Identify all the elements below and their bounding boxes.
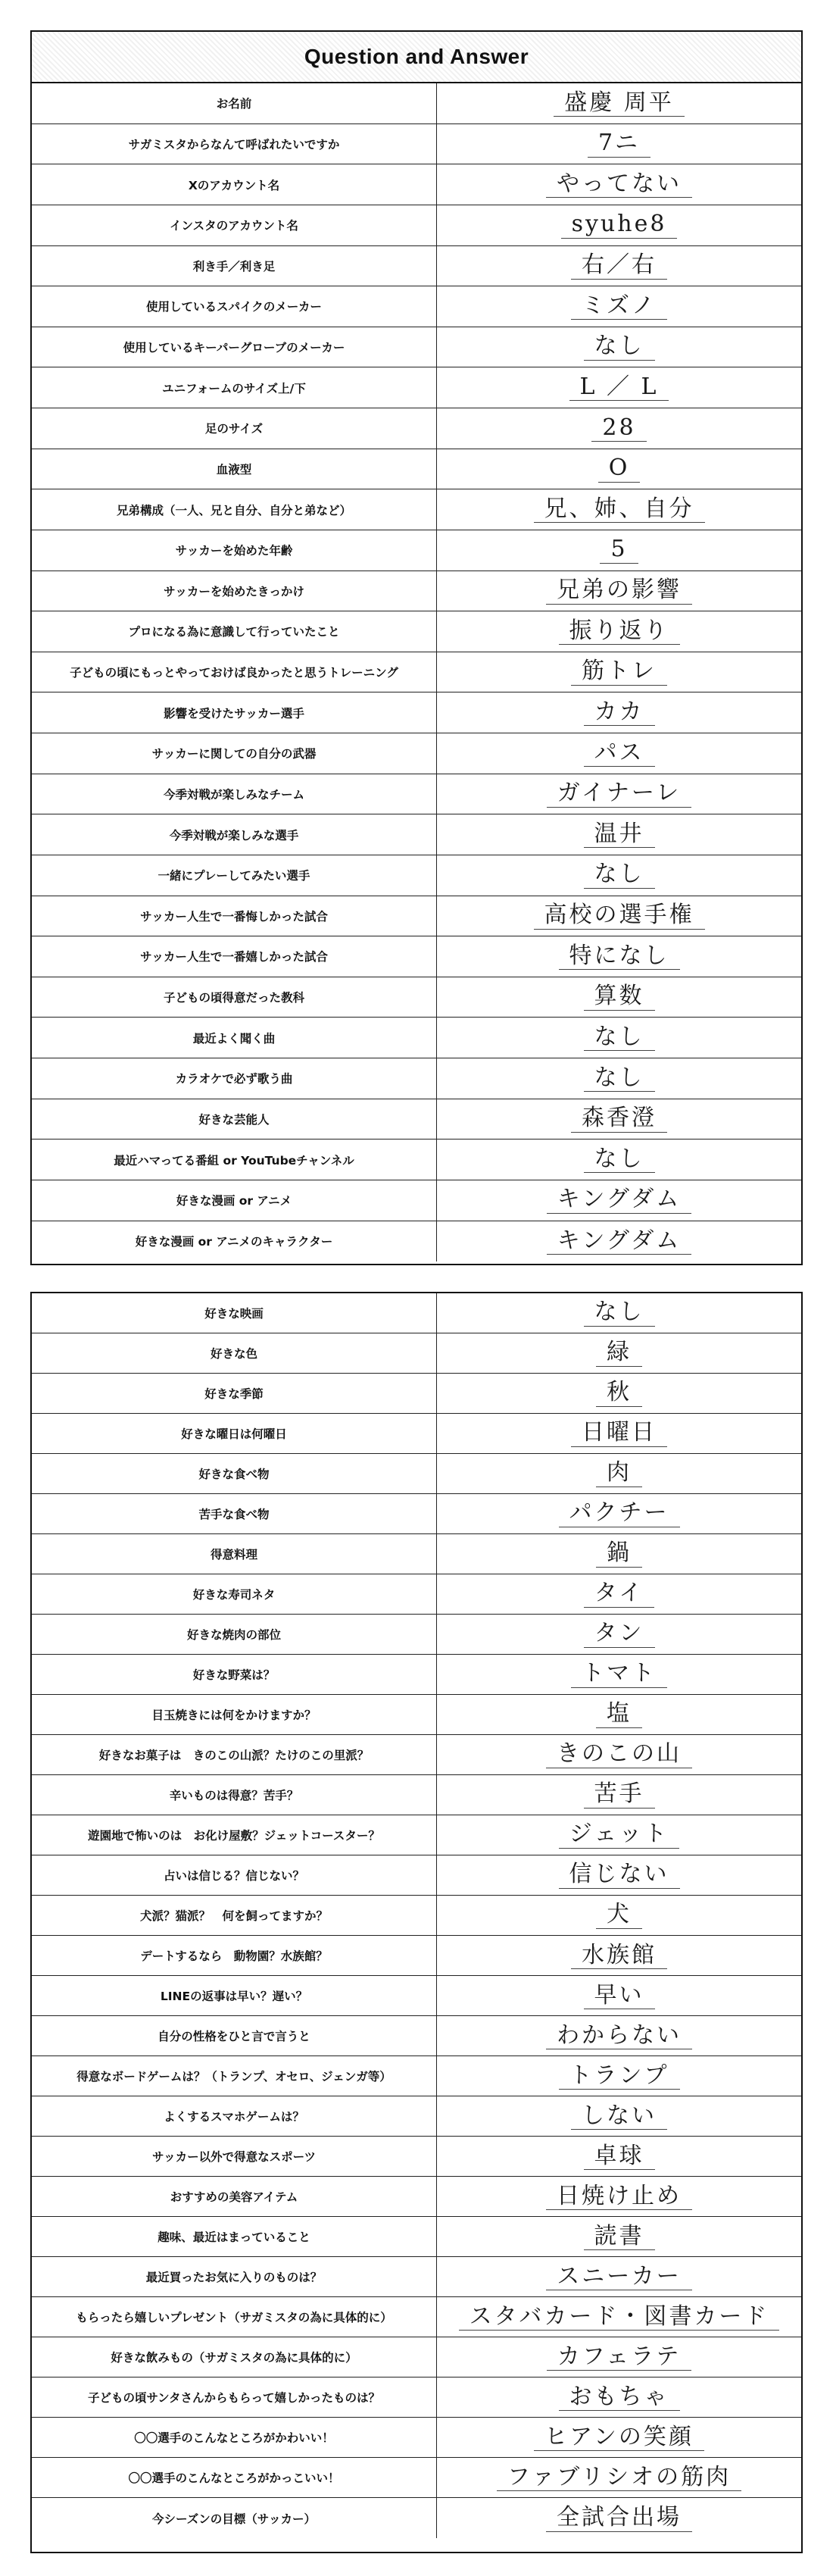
question-label: 遊園地で怖いのは お化け屋敷？ジェットコースター？ <box>32 1815 437 1855</box>
handwritten-answer: タン <box>584 1621 655 1648</box>
qa-row <box>32 692 801 733</box>
handwritten-answer: 温井 <box>584 821 655 849</box>
qa-row <box>32 1293 801 1333</box>
handwritten-answer: パクチー <box>559 1500 680 1527</box>
question-label: 自分の性格をひと言で言うと <box>32 2016 437 2055</box>
handwritten-answer: トマト <box>571 1661 667 1688</box>
answer-cell <box>437 2297 801 2337</box>
answer-cell <box>437 530 801 571</box>
qa-row <box>32 1615 801 1655</box>
question-label: 好きな漫画 or アニメ <box>32 1180 437 1221</box>
answer-cell <box>437 1655 801 1694</box>
qa-table-2 <box>32 1293 801 2538</box>
handwritten-answer: 筋トレ <box>571 658 667 686</box>
answer-cell <box>437 286 801 327</box>
qa-row <box>32 1534 801 1574</box>
handwritten-answer: 水族館 <box>571 1943 667 1970</box>
answer-cell <box>437 205 801 245</box>
question-label: 子どもの頃サンタさんからもらって嬉しかったものは？ <box>32 2377 437 2417</box>
answer-cell <box>437 124 801 164</box>
qa-row <box>32 2498 801 2538</box>
qa-row <box>32 530 801 571</box>
qa-row <box>32 652 801 693</box>
handwritten-answer: 読書 <box>584 2224 655 2251</box>
answer-cell <box>437 1735 801 1774</box>
question-label: 一緒にプレーしてみたい選手 <box>32 855 437 896</box>
handwritten-answer: なし <box>584 1024 655 1052</box>
qa-row <box>32 286 801 327</box>
handwritten-answer: キングダム <box>547 1186 692 1214</box>
qa-row <box>32 1936 801 1976</box>
handwritten-answer: なし <box>584 1146 655 1174</box>
question-label: 好きな飲みもの（サガミスタの為に具体的に） <box>32 2337 437 2377</box>
answer-cell <box>437 2337 801 2377</box>
question-label: おすすめの美容アイテム <box>32 2177 437 2216</box>
handwritten-answer: スニーカー <box>546 2264 691 2291</box>
qa-row <box>32 611 801 652</box>
qa-row <box>32 327 801 368</box>
handwritten-answer: 28 <box>591 415 646 442</box>
question-label: 苦手な食べ物 <box>32 1494 437 1533</box>
qa-table-1 <box>32 83 801 1261</box>
answer-cell <box>437 83 801 123</box>
question-label: 今季対戦が楽しみなチーム <box>32 774 437 814</box>
qa-row <box>32 1815 801 1855</box>
question-label: 好きな食べ物 <box>32 1454 437 1493</box>
qa-row <box>32 367 801 408</box>
qa-row <box>32 246 801 287</box>
answer-cell <box>437 2458 801 2497</box>
qa-row <box>32 1414 801 1454</box>
handwritten-answer: 日焼け止め <box>546 2184 692 2211</box>
qa-row <box>32 1018 801 1058</box>
question-label: 使用しているキーパーグローブのメーカー <box>32 327 437 367</box>
answer-cell <box>437 733 801 774</box>
qa-row <box>32 1855 801 1896</box>
answer-cell <box>437 2217 801 2256</box>
answer-cell <box>437 449 801 489</box>
qa-row <box>32 1374 801 1414</box>
question-label: 〇〇選手のこんなところがかわいい！ <box>32 2418 437 2457</box>
qa-row <box>32 1099 801 1140</box>
question-label: サッカー人生で一番悔しかった試合 <box>32 896 437 936</box>
question-label: 〇〇選手のこんなところがかっこいい！ <box>32 2458 437 2497</box>
handwritten-answer: やってない <box>546 171 692 199</box>
answer-cell <box>437 774 801 814</box>
answer-cell <box>437 571 801 611</box>
answer-cell <box>437 611 801 652</box>
answer-cell <box>437 1775 801 1815</box>
question-label: 血液型 <box>32 449 437 489</box>
qa-row <box>32 977 801 1018</box>
questionnaire-sheet-2 <box>30 1292 803 2553</box>
handwritten-answer: 特になし <box>559 943 680 971</box>
handwritten-answer: 緑 <box>596 1340 642 1367</box>
answer-cell <box>437 1534 801 1574</box>
qa-row <box>32 1333 801 1374</box>
answer-cell <box>437 2498 801 2538</box>
qa-row <box>32 1221 801 1262</box>
answer-cell <box>437 1815 801 1855</box>
answer-cell <box>437 1414 801 1453</box>
question-label: 今季対戦が楽しみな選手 <box>32 814 437 855</box>
answer-cell <box>437 936 801 977</box>
question-label: 好きな漫画 or アニメのキャラクター <box>32 1221 437 1262</box>
question-label: 好きな寿司ネタ <box>32 1574 437 1614</box>
handwritten-answer: スタバカード・図書カード <box>459 2304 780 2331</box>
handwritten-answer: ファブリシオの筋肉 <box>497 2465 741 2492</box>
question-label: デートするなら 動物園？水族館？ <box>32 1936 437 1975</box>
handwritten-answer: ガイナーレ <box>547 780 692 808</box>
handwritten-answer: L ／ L <box>569 374 669 402</box>
question-label: 好きな芸能人 <box>32 1099 437 1140</box>
qa-row <box>32 124 801 165</box>
qa-row <box>32 1976 801 2016</box>
qa-row <box>32 2016 801 2056</box>
answer-cell <box>437 408 801 449</box>
answer-cell <box>437 855 801 896</box>
question-label: 兄弟構成（一人、兄と自分、自分と弟など） <box>32 489 437 530</box>
answer-cell <box>437 1018 801 1058</box>
handwritten-answer: 秋 <box>596 1380 642 1407</box>
answer-cell <box>437 367 801 408</box>
handwritten-answer: 7ニ <box>588 130 650 158</box>
handwritten-answer: 振り返り <box>559 618 680 646</box>
answer-cell <box>437 1454 801 1493</box>
handwritten-answer: おもちゃ <box>559 2384 680 2412</box>
handwritten-answer: なし <box>584 861 655 889</box>
qa-row <box>32 2217 801 2257</box>
qa-row <box>32 205 801 246</box>
answer-cell <box>437 2177 801 2216</box>
answer-cell <box>437 2377 801 2417</box>
qa-row <box>32 1454 801 1494</box>
handwritten-answer: ミズノ <box>571 293 667 320</box>
qa-row <box>32 2377 801 2418</box>
answer-cell <box>437 1896 801 1935</box>
question-label: 最近よく聞く曲 <box>32 1018 437 1058</box>
handwritten-answer: カフェラテ <box>547 2344 692 2371</box>
question-label: サッカーを始めたきっかけ <box>32 571 437 611</box>
question-label: サッカー以外で得意なスポーツ <box>32 2137 437 2176</box>
answer-cell <box>437 489 801 530</box>
handwritten-answer: しない <box>571 2103 667 2131</box>
qa-row <box>32 896 801 937</box>
answer-cell <box>437 246 801 286</box>
question-label: サッカーを始めた年齢 <box>32 530 437 571</box>
question-label: 犬派？猫派？ 何を飼ってますか？ <box>32 1896 437 1935</box>
handwritten-answer: 日曜日 <box>571 1420 667 1447</box>
question-label: 足のサイズ <box>32 408 437 449</box>
question-label: プロになる為に意識して行っていたこと <box>32 611 437 652</box>
handwritten-answer: トランプ <box>559 2063 680 2090</box>
handwritten-answer: 全試合出場 <box>546 2505 692 2532</box>
handwritten-answer: キングダム <box>547 1228 692 1255</box>
question-label: 子どもの頃得意だった教科 <box>32 977 437 1018</box>
answer-cell <box>437 1221 801 1262</box>
question-label: 好きな野菜は？ <box>32 1655 437 1694</box>
qa-row <box>32 2257 801 2297</box>
question-label: 得意なボードゲームは？（トランプ、オセロ、ジェンガ等） <box>32 2056 437 2096</box>
question-label: 好きなお菓子は きのこの山派？たけのこの里派？ <box>32 1735 437 1774</box>
qa-row <box>32 733 801 774</box>
qa-row <box>32 489 801 530</box>
answer-cell <box>437 896 801 936</box>
handwritten-answer: 森香澄 <box>571 1105 667 1133</box>
qa-row <box>32 571 801 612</box>
question-label: Xのアカウント名 <box>32 164 437 205</box>
handwritten-answer: 高校の選手権 <box>534 902 705 930</box>
question-label: カラオケで必ず歌う曲 <box>32 1058 437 1099</box>
qa-row <box>32 2337 801 2377</box>
handwritten-answer: 鍋 <box>596 1540 642 1568</box>
question-label: ユニフォームのサイズ上/下 <box>32 367 437 408</box>
question-label: 利き手／利き足 <box>32 246 437 286</box>
handwritten-answer: 塩 <box>596 1701 642 1728</box>
answer-cell <box>437 1333 801 1373</box>
handwritten-answer: 早い <box>584 1983 655 2010</box>
qa-row <box>32 1140 801 1180</box>
qa-row <box>32 1058 801 1099</box>
answer-cell <box>437 1855 801 1895</box>
question-label: 好きな曜日は何曜日 <box>32 1414 437 1453</box>
answer-cell <box>437 1180 801 1221</box>
qa-row <box>32 1735 801 1775</box>
handwritten-answer: 苦手 <box>584 1781 655 1809</box>
handwritten-answer: わからない <box>546 2023 692 2050</box>
question-label: サッカー人生で一番嬉しかった試合 <box>32 936 437 977</box>
answer-cell <box>437 1374 801 1413</box>
handwritten-answer: 盛慶 周平 <box>554 90 685 117</box>
answer-cell <box>437 977 801 1018</box>
question-label: 最近ハマってる番組 or YouTubeチャンネル <box>32 1140 437 1180</box>
handwritten-answer: なし <box>584 1065 655 1093</box>
questionnaire-sheet-1 <box>30 30 803 1265</box>
handwritten-answer: 右／右 <box>571 252 667 280</box>
answer-cell <box>437 1574 801 1614</box>
qa-row <box>32 1695 801 1735</box>
sheet-title: Question and Answer <box>32 32 801 83</box>
qa-row <box>32 2056 801 2096</box>
answer-cell <box>437 2418 801 2457</box>
question-label: 好きな焼肉の部位 <box>32 1615 437 1654</box>
question-label: 好きな季節 <box>32 1374 437 1413</box>
answer-cell <box>437 2016 801 2055</box>
handwritten-answer: O <box>598 455 641 483</box>
answer-cell <box>437 2257 801 2296</box>
qa-row <box>32 1775 801 1815</box>
qa-row <box>32 449 801 490</box>
qa-row <box>32 814 801 855</box>
answer-cell <box>437 2056 801 2096</box>
answer-cell <box>437 1615 801 1654</box>
qa-row <box>32 1180 801 1221</box>
qa-row <box>32 2177 801 2217</box>
qa-row <box>32 2458 801 2498</box>
question-label: 辛いものは得意？苦手？ <box>32 1775 437 1815</box>
question-label: よくするスマホゲームは？ <box>32 2096 437 2136</box>
handwritten-answer: なし <box>584 333 655 361</box>
question-label: 得意料理 <box>32 1534 437 1574</box>
question-label: 目玉焼きには何をかけますか？ <box>32 1695 437 1734</box>
handwritten-answer: 算数 <box>584 983 655 1011</box>
answer-cell <box>437 814 801 855</box>
handwritten-answer: カカ <box>584 699 655 727</box>
question-label: 子どもの頃にもっとやっておけば良かったと思うトレーニング <box>32 652 437 692</box>
question-label: サッカーに関しての自分の武器 <box>32 733 437 774</box>
answer-cell <box>437 692 801 733</box>
question-label: 最近買ったお気に入りのものは？ <box>32 2257 437 2296</box>
question-label: サガミスタからなんて呼ばれたいですか <box>32 124 437 164</box>
question-label: 占いは信じる？信じない？ <box>32 1855 437 1895</box>
question-label: LINEの返事は早い？遅い？ <box>32 1976 437 2015</box>
question-label: もらったら嬉しいプレゼント（サガミスタの為に具体的に） <box>32 2297 437 2337</box>
handwritten-answer: 5 <box>600 536 638 564</box>
question-label: 影響を受けたサッカー選手 <box>32 692 437 733</box>
qa-row <box>32 774 801 815</box>
handwritten-answer: 犬 <box>596 1902 642 1929</box>
question-label: 好きな色 <box>32 1333 437 1373</box>
question-label: 好きな映画 <box>32 1293 437 1333</box>
handwritten-answer: 信じない <box>559 1862 680 1889</box>
qa-row <box>32 164 801 205</box>
question-label: 趣味、最近はまっていること <box>32 2217 437 2256</box>
qa-row <box>32 1896 801 1936</box>
qa-row <box>32 2137 801 2177</box>
handwritten-answer: 兄、姉、自分 <box>534 496 705 524</box>
answer-cell <box>437 1494 801 1533</box>
handwritten-answer: 肉 <box>596 1460 642 1487</box>
handwritten-answer: 卓球 <box>584 2143 655 2171</box>
answer-cell <box>437 1058 801 1099</box>
handwritten-answer: パス <box>584 740 655 767</box>
question-label: インスタのアカウント名 <box>32 205 437 245</box>
handwritten-answer: なし <box>584 1299 655 1327</box>
answer-cell <box>437 1293 801 1333</box>
handwritten-answer: ジェット <box>559 1821 679 1849</box>
answer-cell <box>437 327 801 367</box>
qa-row <box>32 1494 801 1534</box>
answer-cell <box>437 164 801 205</box>
answer-cell <box>437 1099 801 1140</box>
answer-cell <box>437 2137 801 2176</box>
qa-row <box>32 408 801 449</box>
answer-cell <box>437 2096 801 2136</box>
handwritten-answer: タイ <box>584 1580 654 1608</box>
qa-row <box>32 1574 801 1615</box>
answer-cell <box>437 1695 801 1734</box>
handwritten-answer: 兄弟の影響 <box>546 577 692 605</box>
qa-row <box>32 2418 801 2458</box>
answer-cell <box>437 1936 801 1975</box>
question-label: お名前 <box>32 83 437 123</box>
question-label: 今シーズンの目標（サッカー） <box>32 2498 437 2538</box>
qa-row <box>32 936 801 977</box>
answer-cell <box>437 1140 801 1180</box>
qa-row <box>32 2297 801 2337</box>
handwritten-answer: きのこの山 <box>546 1741 692 1768</box>
qa-row <box>32 2096 801 2137</box>
handwritten-answer: syuhe8 <box>561 211 678 239</box>
answer-cell <box>437 652 801 692</box>
answer-cell <box>437 1976 801 2015</box>
qa-row <box>32 1655 801 1695</box>
qa-row <box>32 855 801 896</box>
handwritten-answer: ヒアンの笑顔 <box>534 2424 704 2452</box>
question-label: 使用しているスパイクのメーカー <box>32 286 437 327</box>
qa-row <box>32 83 801 124</box>
